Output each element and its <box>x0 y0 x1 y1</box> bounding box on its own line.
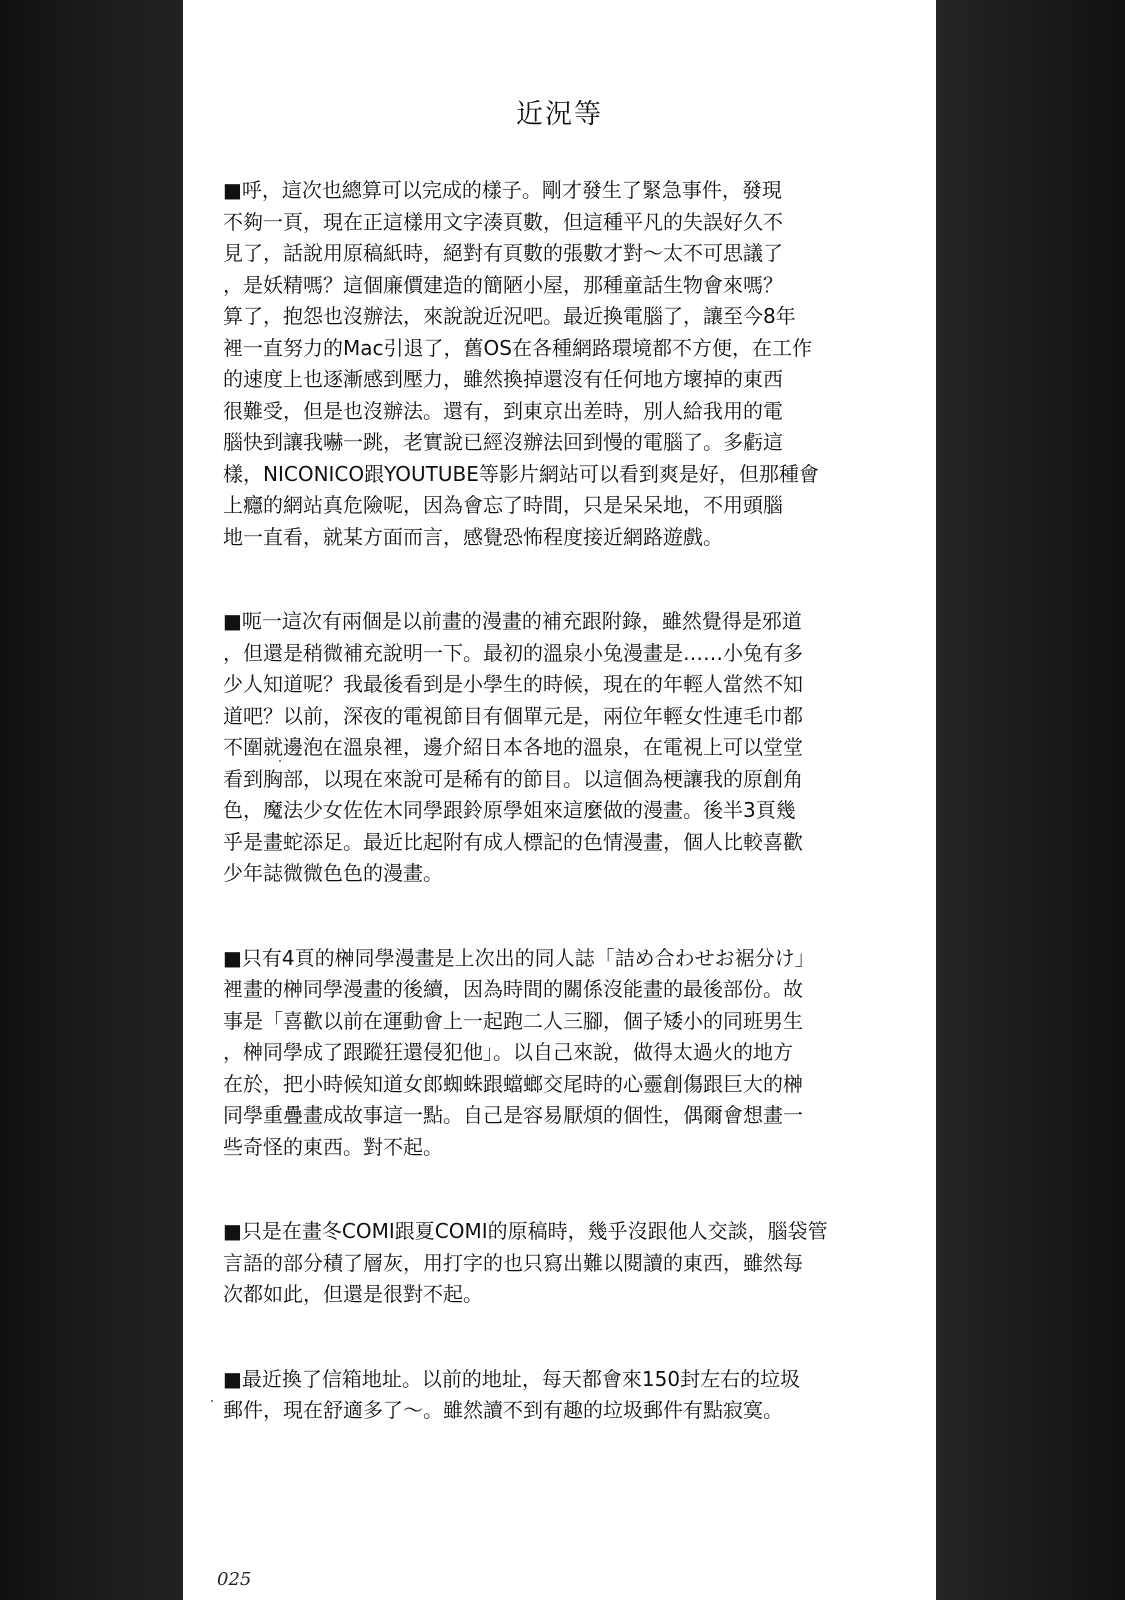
scan-speck <box>279 760 281 762</box>
paragraph-2: ■呃一這次有兩個是以前畫的漫畫的補充跟附錄，雖然覺得是邪道 ，但還是稍微補充說明一下。最初的溫泉小兔漫畫是……小兔有多 少人知道呢？我最後看到是小學生的時候，現在的年輕人當然不知 道吧？以前，深夜的電視節目有個單元是，兩位年輕女性連毛巾都 不圍就邊泡在溫泉裡，邊介紹日本各地的溫泉，在電視上可以堂堂 看到胸部，以現在來說可是稀有的節目。以這個為梗讓我的原創角 色，魔法少女佐佐木同學跟鈴原學姐來這麼做的漫畫。後半3頁幾 乎是畫蛇添足。最近比起附有成人標記的色情漫畫，個人比較喜歡 少年誌微微色色的漫畫。 <box>223 609 803 885</box>
document-page <box>183 0 936 1600</box>
paragraph-4: ■只是在畫冬COMI跟夏COMI的原稿時，幾乎沒跟他人交談，腦袋管 言語的部分積了層灰，用打字的也只寫出難以閱讀的東西，雖然每 次都如此，但還是很對不起。 <box>223 1219 828 1306</box>
paragraph-3: ■只有4頁的榊同學漫畫是上次出的同人誌「詰め合わせお裾分け」 裡畫的榊同學漫畫的後續，因為時間的關係沒能畫的最後部份。故 事是「喜歡以前在運動會上一起跑二人三腳，個子矮小的同班男生 ，榊同學成了跟蹤狂還侵犯他」。以自己來說，做得太過火的地方 在於，把小時候知道女郎蜘蛛跟蟷螂交尾時的心靈創傷跟巨大的榊 同學重疊畫成故事這一點。自己是容易厭煩的個性，偶爾會想畫一 些奇怪的東西。對不起。 <box>223 945 815 1159</box>
paragraph-5: ■最近換了信箱地址。以前的地址，每天都會來150封左右的垃圾 郵件，現在舒適多了～。雖然讀不到有趣的垃圾郵件有點寂寞。 <box>223 1366 801 1422</box>
page-title: 近況等 <box>516 99 603 130</box>
page-number: 025 <box>217 1569 252 1590</box>
right-scan-border <box>936 0 1125 1600</box>
left-scan-border <box>0 0 183 1600</box>
paragraph-1: ■呼，這次也總算可以完成的樣子。剛才發生了緊急事件，發現 不夠一頁，現在正這樣用文字湊頁數，但這種平凡的失誤好久不 見了，話說用原稿紙時，絕對有頁數的張數才對～太不可思議了 ，是妖精嗎？這個廉價建造的簡陋小屋，那種童話生物會來嗎？ 算了，抱怨也沒辦法，來說說近況吧。最近換電腦了，讓至今8年 裡一直努力的Mac引退了，舊OS在各種網路環境都不方便，在工作 的速度上也逐漸感到壓力，雖然換掉還沒有任何地方壞掉的東西 很難受，但是也沒辦法。還有，到東京出差時，別人給我用的電 腦快到讓我嚇一跳，老實說已經沒辦法回到慢的電腦了。多虧這 樣，NICONICO跟YOUTUBE等影片網站可以看到爽是好，但那種會 上癮的網站真危險呢，因為會忘了時間，只是呆呆地，不用頭腦 地一直看，就某方面而言，感覺恐怖程度接近網路遊戲。 <box>223 178 819 549</box>
body-text <box>223 175 899 1480</box>
scan-speck <box>211 1400 213 1402</box>
